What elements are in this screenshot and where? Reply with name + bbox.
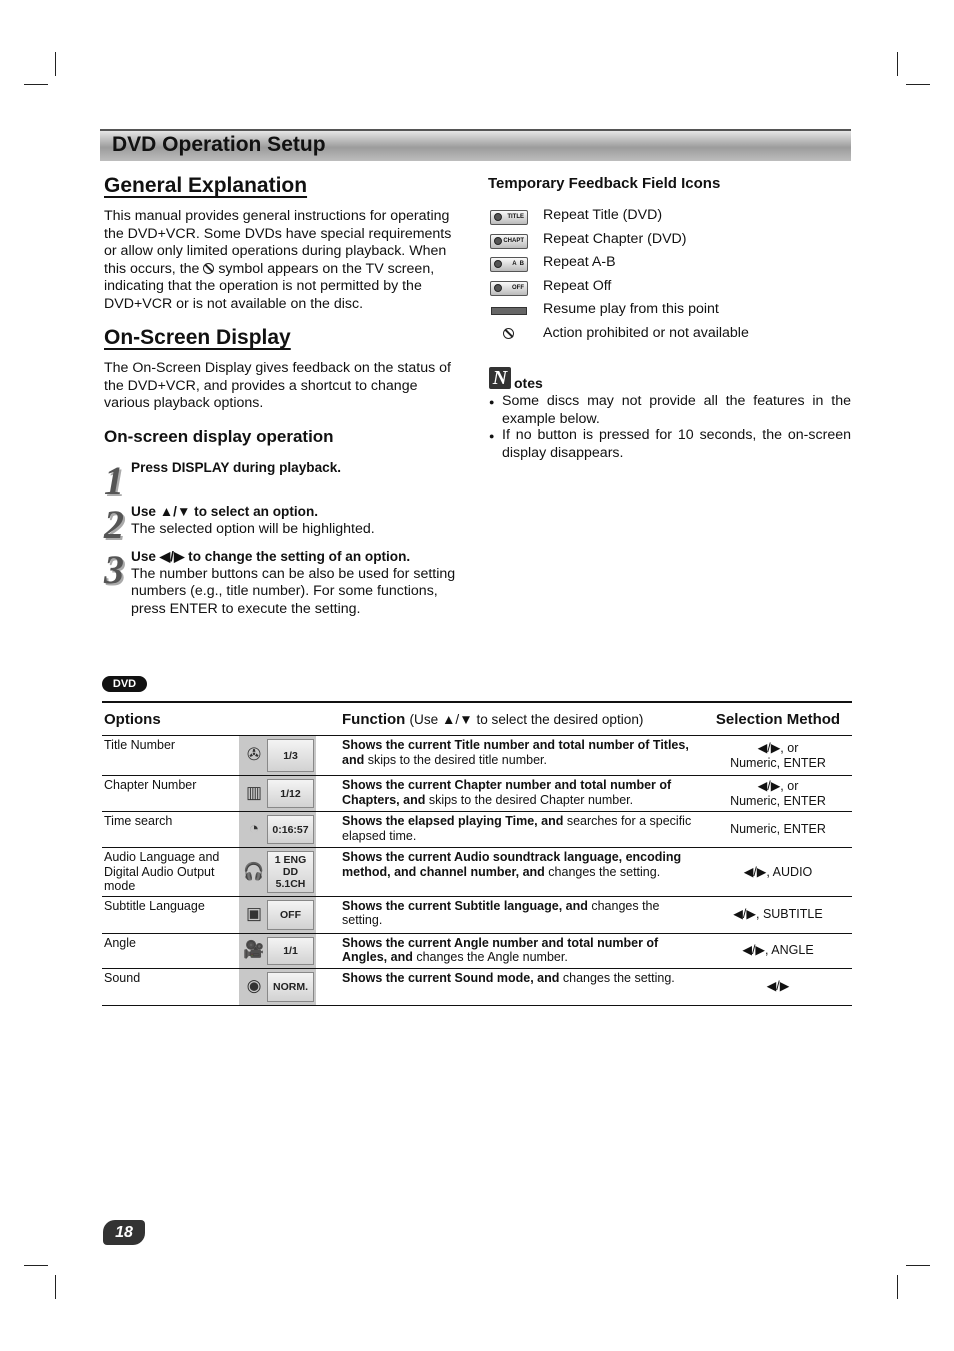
feedback-label: Repeat Chapter (DVD) xyxy=(543,231,687,247)
step-body: The number buttons can be also be used for setting numbers (e.g., title number). For some functions, press ENTER to execute the setting. xyxy=(131,565,456,617)
osd-value: NORM. xyxy=(267,972,314,1002)
osd-display xyxy=(239,736,316,776)
step-number: 2 xyxy=(104,502,124,547)
crop-mark xyxy=(24,1265,48,1266)
option-name: Subtitle Language xyxy=(102,896,239,933)
table-row xyxy=(102,968,852,1005)
function-rest: changes the setting. xyxy=(544,864,661,879)
step-number: 1 xyxy=(104,458,124,503)
function-rest: changes the setting. xyxy=(559,970,675,985)
osd-value: 1 ENG DD 5.1CH xyxy=(267,851,314,893)
osd-display xyxy=(239,776,316,812)
feedback-label: Resume play from this point xyxy=(543,301,719,317)
disc-icon: ✇ xyxy=(246,745,262,765)
function-description xyxy=(316,968,704,1005)
selection-line: ◀/▶, or xyxy=(757,740,799,755)
col-options: Options xyxy=(102,702,316,736)
general-explanation-text xyxy=(104,208,462,314)
note-item xyxy=(489,393,851,428)
selection-line: Numeric, ENTER xyxy=(730,793,826,808)
crop-mark xyxy=(55,52,56,76)
camera-icon: 🎥 xyxy=(243,940,265,960)
selection-line: ◀/▶, AUDIO xyxy=(743,864,813,879)
option-name: Sound xyxy=(102,968,239,1005)
selection-method xyxy=(704,848,852,897)
option-name: Time search xyxy=(102,812,239,848)
option-name: Audio Language and Digital Audio Output mode xyxy=(102,848,239,897)
crop-mark xyxy=(55,1275,56,1299)
crop-mark xyxy=(897,1275,898,1299)
headphones-icon: 🎧 xyxy=(243,861,265,881)
function-description xyxy=(316,933,704,968)
function-description xyxy=(316,896,704,933)
selection-method xyxy=(704,968,852,1005)
option-name: Angle xyxy=(102,933,239,968)
notes-title: otes xyxy=(514,375,543,391)
function-description xyxy=(316,812,704,848)
general-text-part2: symbol appears on the TV screen, indicating that the operation is not permitted by the DVD+VCR or is not available on the disc. xyxy=(104,260,435,312)
osd-value: 1/3 xyxy=(267,739,314,772)
osd-value: OFF xyxy=(267,900,314,930)
osd-display xyxy=(239,933,316,968)
prohibited-icon xyxy=(503,328,514,339)
icon-tag: CHAPT xyxy=(503,238,524,244)
selection-line: ◀/▶ xyxy=(766,979,790,994)
osd-display xyxy=(239,896,316,933)
icon-tag: TITLE xyxy=(507,214,524,220)
feedback-label: Action prohibited or not available xyxy=(543,325,749,341)
step-title: Use ▲/▼ to select an option. xyxy=(131,504,319,519)
table-row xyxy=(102,933,852,968)
option-name: Chapter Number xyxy=(102,776,239,812)
general-text-part1: This manual provides general instructions for operating the DVD+VCR. Some DVDs have special requirements or allow only limited operations during playback. When this occurs, the xyxy=(104,208,452,277)
table-row xyxy=(102,896,852,933)
table-header xyxy=(102,702,852,736)
osd-display xyxy=(239,968,316,1005)
osd-operation-heading: On-screen display operation xyxy=(104,427,334,446)
table-row xyxy=(102,812,852,848)
step-body: The selected option will be highlighted. xyxy=(131,520,375,537)
speaker-icon: ◉ xyxy=(246,976,262,996)
col-function xyxy=(316,702,704,736)
feedback-label: Repeat A-B xyxy=(543,254,616,270)
step-number: 3 xyxy=(104,547,124,592)
selection-method xyxy=(704,776,852,812)
feedback-icons-heading: Temporary Feedback Field Icons xyxy=(488,175,721,192)
selection-method xyxy=(704,812,852,848)
function-bold: Shows the current Angle number and total number of Angles, and xyxy=(342,935,659,965)
osd-display xyxy=(239,848,316,897)
selection-method xyxy=(704,933,852,968)
osd-value: 1/1 xyxy=(267,937,314,965)
osd-value: 1/12 xyxy=(267,779,314,808)
film-icon: ▥ xyxy=(245,783,263,803)
function-bold: Shows the current Title number and total number of Titles, and xyxy=(342,738,689,767)
table-row xyxy=(102,736,852,776)
selection-method xyxy=(704,896,852,933)
step-title: Use ◀/▶ to change the setting of an option. xyxy=(131,549,411,564)
crop-mark xyxy=(906,1265,930,1266)
step-title: Press DISPLAY during playback. xyxy=(131,460,342,475)
selection-line: ◀/▶, or xyxy=(757,778,799,793)
clock-icon: ◔ xyxy=(248,819,260,839)
table-row xyxy=(102,776,852,812)
selection-line: Numeric, ENTER xyxy=(730,755,826,770)
icon-tag: OFF xyxy=(512,285,524,291)
prohibited-icon xyxy=(203,263,214,274)
crop-mark xyxy=(24,84,48,85)
option-name: Title Number xyxy=(102,736,239,776)
col-selection: Selection Method xyxy=(704,702,852,736)
table-row xyxy=(102,848,852,897)
osd-display xyxy=(239,812,316,848)
icon-tag: A B xyxy=(512,261,524,267)
function-bold: Shows the current Sound mode, and xyxy=(342,970,560,985)
dvd-badge: DVD xyxy=(102,676,147,692)
note-item xyxy=(489,427,851,462)
crop-mark xyxy=(906,84,930,85)
crop-mark xyxy=(897,52,898,76)
function-rest: searches for a specific elapsed time. xyxy=(342,814,692,843)
options-table xyxy=(102,701,852,1006)
function-bold: Shows the current Chapter number and total number of Chapters, and xyxy=(342,778,672,807)
on-screen-display-text: The On-Screen Display gives feedback on the status of the DVD+VCR, and provides a shortcut to change various playback options. xyxy=(104,360,451,412)
selection-method xyxy=(704,736,852,776)
subtitle-icon: ▣ xyxy=(245,904,263,924)
resume-icon xyxy=(491,307,527,315)
section-banner xyxy=(100,129,851,161)
repeat-off-icon xyxy=(490,281,528,296)
repeat-chapter-icon xyxy=(490,234,528,249)
page-number: 18 xyxy=(103,1220,145,1245)
function-bold: Shows the current Audio soundtrack language, encoding method, and channel number, and xyxy=(342,850,682,879)
function-description xyxy=(316,848,704,897)
function-rest: changes the setting. xyxy=(342,898,660,928)
selection-line: ◀/▶, ANGLE xyxy=(742,943,814,958)
general-explanation-heading: General Explanation xyxy=(104,174,308,197)
function-bold: Shows the current Subtitle language, and xyxy=(342,898,588,913)
selection-line: ◀/▶, SUBTITLE xyxy=(733,907,823,922)
feedback-label: Repeat Off xyxy=(543,278,612,294)
function-description xyxy=(316,776,704,812)
function-rest: changes the Angle number. xyxy=(412,950,568,965)
col-function-label: Function xyxy=(342,710,406,728)
page-title: DVD Operation Setup xyxy=(112,133,326,156)
col-function-note: (Use ▲/▼ to select the desired option) xyxy=(409,711,644,727)
on-screen-display-heading: On-Screen Display xyxy=(104,326,291,349)
repeat-title-icon xyxy=(490,210,528,225)
osd-value: 0:16:57 xyxy=(267,815,314,844)
feedback-label: Repeat Title (DVD) xyxy=(543,207,663,223)
function-rest: skips to the desired title number. xyxy=(364,752,547,767)
repeat-ab-icon xyxy=(490,257,528,272)
note-text: ● Some discs may not provide all the features in the example below. xyxy=(502,393,851,427)
function-rest: skips to the desired Chapter number. xyxy=(425,792,634,807)
note-text: ● If no button is pressed for 10 seconds, the on-screen display disappears. xyxy=(502,427,851,461)
selection-line: Numeric, ENTER xyxy=(730,822,826,837)
function-bold: Shows the elapsed playing Time, and xyxy=(342,814,564,828)
function-description xyxy=(316,736,704,776)
notes-icon: N xyxy=(489,367,511,389)
